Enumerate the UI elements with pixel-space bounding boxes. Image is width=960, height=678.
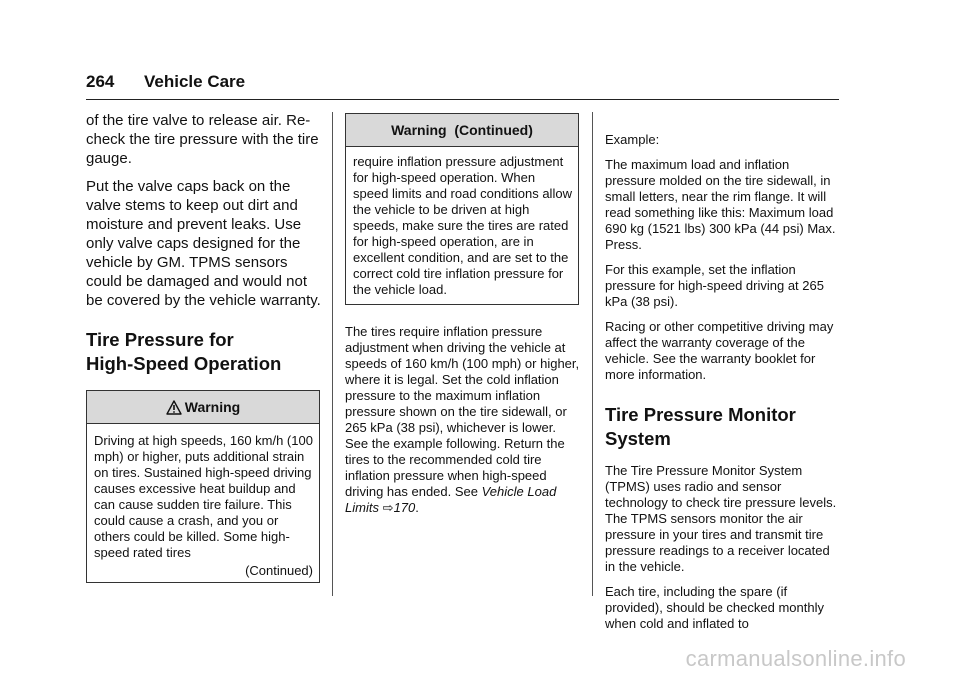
warning-title-bar (346, 114, 578, 147)
warning-title: Warning (184, 399, 241, 415)
body-paragraph: Each tire, including the spare (if provided), should be checked monthly when cold and inflated to (605, 584, 824, 631)
heading-line: High-Speed Operation (86, 353, 282, 374)
header-rule (86, 99, 839, 100)
warning-title-bar (87, 391, 319, 424)
warning-title: Warning (Continued) (391, 122, 533, 138)
body-paragraph: of the tire valve to release air. Re-check the tire pressure with the tire gauge. (86, 112, 319, 167)
heading-line: Tire Pressure Monitor (605, 404, 796, 425)
punctuation: . (415, 500, 419, 515)
paragraph-text: The tires require inflation pressure adjustment when driving the vehicle at speeds of 160 km/h (100 mph) or higher, where it is legal. Set the cold inflation pressure to the maximum inflation pressure shown on the tire sidewall, or 265 kPa (38 psi), whichever is lower. See the example following. Return the tires to the recommended cold tire inflation pressure when high-speed driving has ended. See (345, 324, 580, 499)
column-2 (345, 111, 581, 525)
section-heading-high-speed (86, 328, 322, 376)
warning-box (86, 390, 320, 583)
body-paragraph: Racing or other competitive driving may affect the warranty coverage of the vehicle. See the warranty booklet for more information. (605, 319, 834, 382)
heading-line: System (605, 428, 671, 449)
body-paragraph: The Tire Pressure Monitor System (TPMS) uses radio and sensor technology to check tire pressure levels. The TPMS sensors monitor the air pressure in your tires and transmit tire pressure readings to a receiver located in the vehicle. (605, 463, 837, 574)
body-paragraph: For this example, set the inflation pressure for high-speed driving at 265 kPa (38 psi). (605, 262, 824, 309)
page-number: 264 (86, 72, 115, 91)
body-paragraph: The maximum load and inflation pressure molded on the tire sidewall, in small letters, near the rim flange. It will read something like this: Maximum load 690 kg (1521 lbs) 300 kPa (44 psi) Max. Press. (605, 157, 836, 252)
warning-box-continued (345, 113, 579, 305)
column-3 (605, 111, 841, 641)
page-reference-number[interactable]: 170 (393, 500, 416, 515)
body-paragraph (345, 324, 581, 516)
page-reference-arrow-icon: ⇨ (382, 500, 394, 515)
warning-body (87, 424, 319, 582)
warning-body (346, 147, 578, 304)
heading-line: Tire Pressure for (86, 329, 234, 350)
section-title: Vehicle Care (144, 72, 246, 91)
warning-triangle-icon (166, 400, 182, 415)
watermark: carmanualsonline.info (685, 646, 906, 671)
warning-text: Driving at high speeds, 160 km/h (100 mph) or higher, puts additional strain on tires. Sustained high-speed driving causes excessive heat buildup and can cause sudden tire failure. This could cause a crash, and you or others could be killed. Some high-speed rated tires (94, 433, 313, 560)
body-paragraph: Example: (605, 132, 660, 147)
warning-text: require inflation pressure adjustment for high-speed operation. When speed limits and road conditions allow the vehicle to be driven at high speeds, make sure the tires are rated for high-speed operation, are in excellent condition, and are set to the correct cold tire inflation pressure for the vehicle load. (353, 154, 572, 297)
continued-label: (Continued) (245, 563, 313, 578)
body-paragraph: Put the valve caps back on the valve stems to keep out dirt and moisture and prevent leaks. Use only valve caps designed for the vehicle by GM. TPMS sensors could be damaged and would not be covered by the vehicle warranty. (86, 178, 321, 309)
column-divider-1 (332, 112, 333, 596)
page-header (86, 72, 839, 98)
section-heading-tpms (605, 403, 841, 451)
column-divider-2 (592, 112, 593, 596)
cross-reference-link[interactable]: Vehicle Load Limits (345, 484, 557, 515)
column-1 (86, 111, 322, 583)
